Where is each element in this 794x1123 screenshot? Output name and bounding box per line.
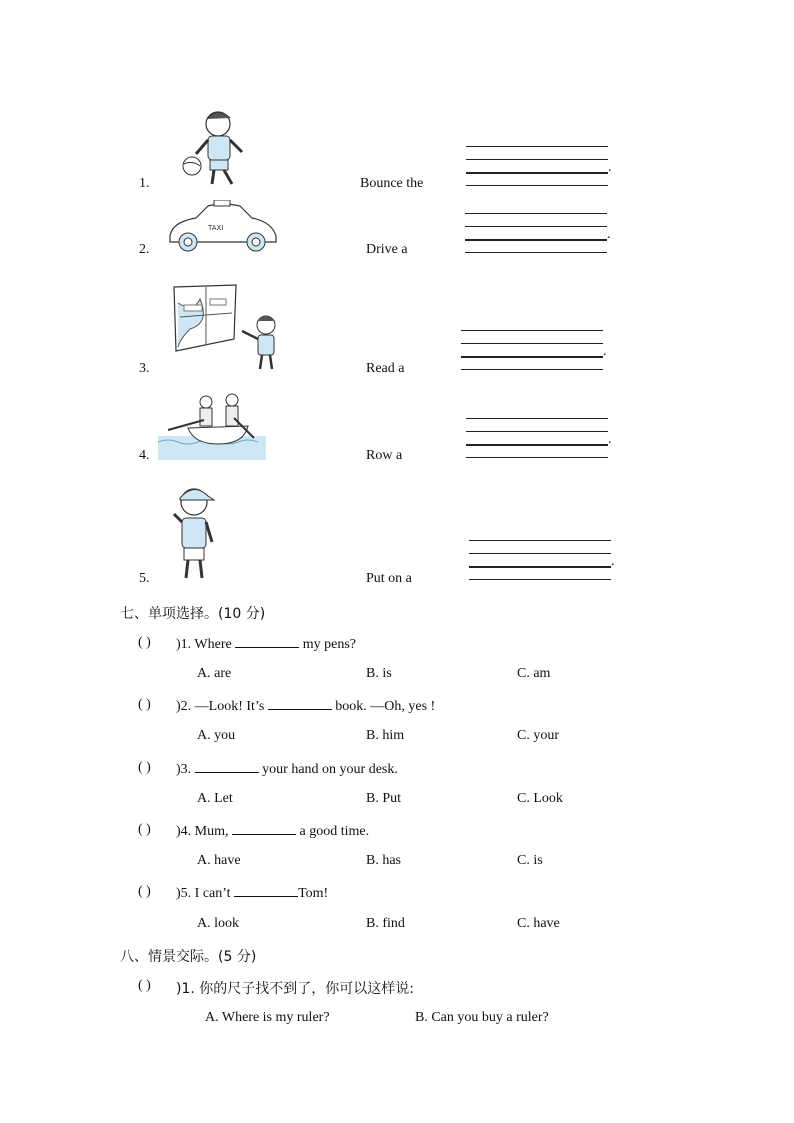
option-b[interactable]: B. find [366,916,405,931]
option-a[interactable]: A. have [197,853,241,868]
item-number: 5. [139,571,150,586]
section-8-title: 八、情景交际。(5 分) [120,949,257,965]
option-b[interactable]: B. has [366,853,401,868]
option-a[interactable]: A. are [197,666,232,681]
question-4: )4. Mum, a good time. [176,824,370,839]
answer-parenthesis[interactable]: ( ) [138,884,151,899]
option-b[interactable]: B. him [366,728,405,743]
rowing-boat-illustration [158,390,268,462]
period: . [603,344,607,359]
period: . [608,160,612,175]
fill-blank[interactable] [232,822,296,835]
option-a[interactable]: A. you [197,728,236,743]
period: . [607,227,611,242]
option-c[interactable]: C. Look [517,791,563,806]
option-c[interactable]: C. am [517,666,551,681]
boy-bouncing-ball-illustration [178,104,258,190]
period: . [611,554,615,569]
question-text: 1. 你的尺子找不到了，你可以这样说: [181,981,414,997]
question-5: )5. I can’t Tom! [176,886,329,901]
question-text: 4. Mum, [180,824,233,839]
option-a[interactable]: A. look [197,916,239,931]
answer-lines[interactable] [465,213,607,265]
writing-prompt: Put on a [366,571,412,586]
answer-lines[interactable] [466,418,608,470]
taxi-illustration [166,200,280,254]
question-text: Tom! [298,886,329,901]
option-b[interactable]: B. Can you buy a ruler? [415,1010,549,1025]
item-number: 2. [139,242,150,257]
item-number: 3. [139,361,150,376]
option-b[interactable]: B. is [366,666,392,681]
question-1: )1. Where my pens? [176,637,356,652]
map-and-boy-illustration [170,283,282,375]
item-number: 1. [139,176,150,191]
boy-with-cap-illustration [168,480,220,584]
fill-blank[interactable] [268,697,332,710]
section-7-title: 七、单项选择。(10 分) [120,606,266,622]
question-text: my pens? [299,637,356,652]
option-b[interactable]: B. Put [366,791,402,806]
option-a[interactable]: A. Where is my ruler? [205,1010,330,1025]
fill-blank[interactable] [234,884,298,897]
writing-prompt: Read a [366,361,405,376]
question-text: 1. Where [180,637,236,652]
answer-parenthesis[interactable]: ( ) [138,760,151,775]
option-c[interactable]: C. have [517,916,560,931]
question-text: 3. [180,762,195,777]
question-2: )2. —Look! It’s book. —Oh, yes ! [176,699,436,714]
answer-parenthesis[interactable]: ( ) [138,822,151,837]
answer-lines[interactable] [466,146,608,198]
writing-prompt: Bounce the [360,176,424,191]
question-text: 5. I can’t [180,886,235,901]
answer-parenthesis[interactable]: ( ) [138,978,151,993]
answer-parenthesis[interactable]: ( ) [138,697,151,712]
question-text: 2. —Look! It’s [180,699,268,714]
question-text: a good time. [296,824,370,839]
answer-lines[interactable] [461,330,603,382]
question-text: your hand on your desk. [258,762,398,777]
option-c[interactable]: C. is [517,853,543,868]
writing-prompt: Drive a [366,242,408,257]
answer-parenthesis[interactable]: ( ) [138,635,151,650]
question-text: book. —Oh, yes ! [331,699,436,714]
option-a[interactable]: A. Let [197,791,233,806]
option-c[interactable]: C. your [517,728,559,743]
item-number: 4. [139,448,150,463]
answer-lines[interactable] [469,540,611,592]
writing-prompt: Row a [366,448,403,463]
fill-blank[interactable] [235,635,299,648]
taxi-sign-text: TAXI [208,224,224,232]
period: . [608,432,612,447]
question-1: )1. 你的尺子找不到了，你可以这样说: [176,981,414,997]
question-3: )3. your hand on your desk. [176,762,398,777]
fill-blank[interactable] [195,760,259,773]
